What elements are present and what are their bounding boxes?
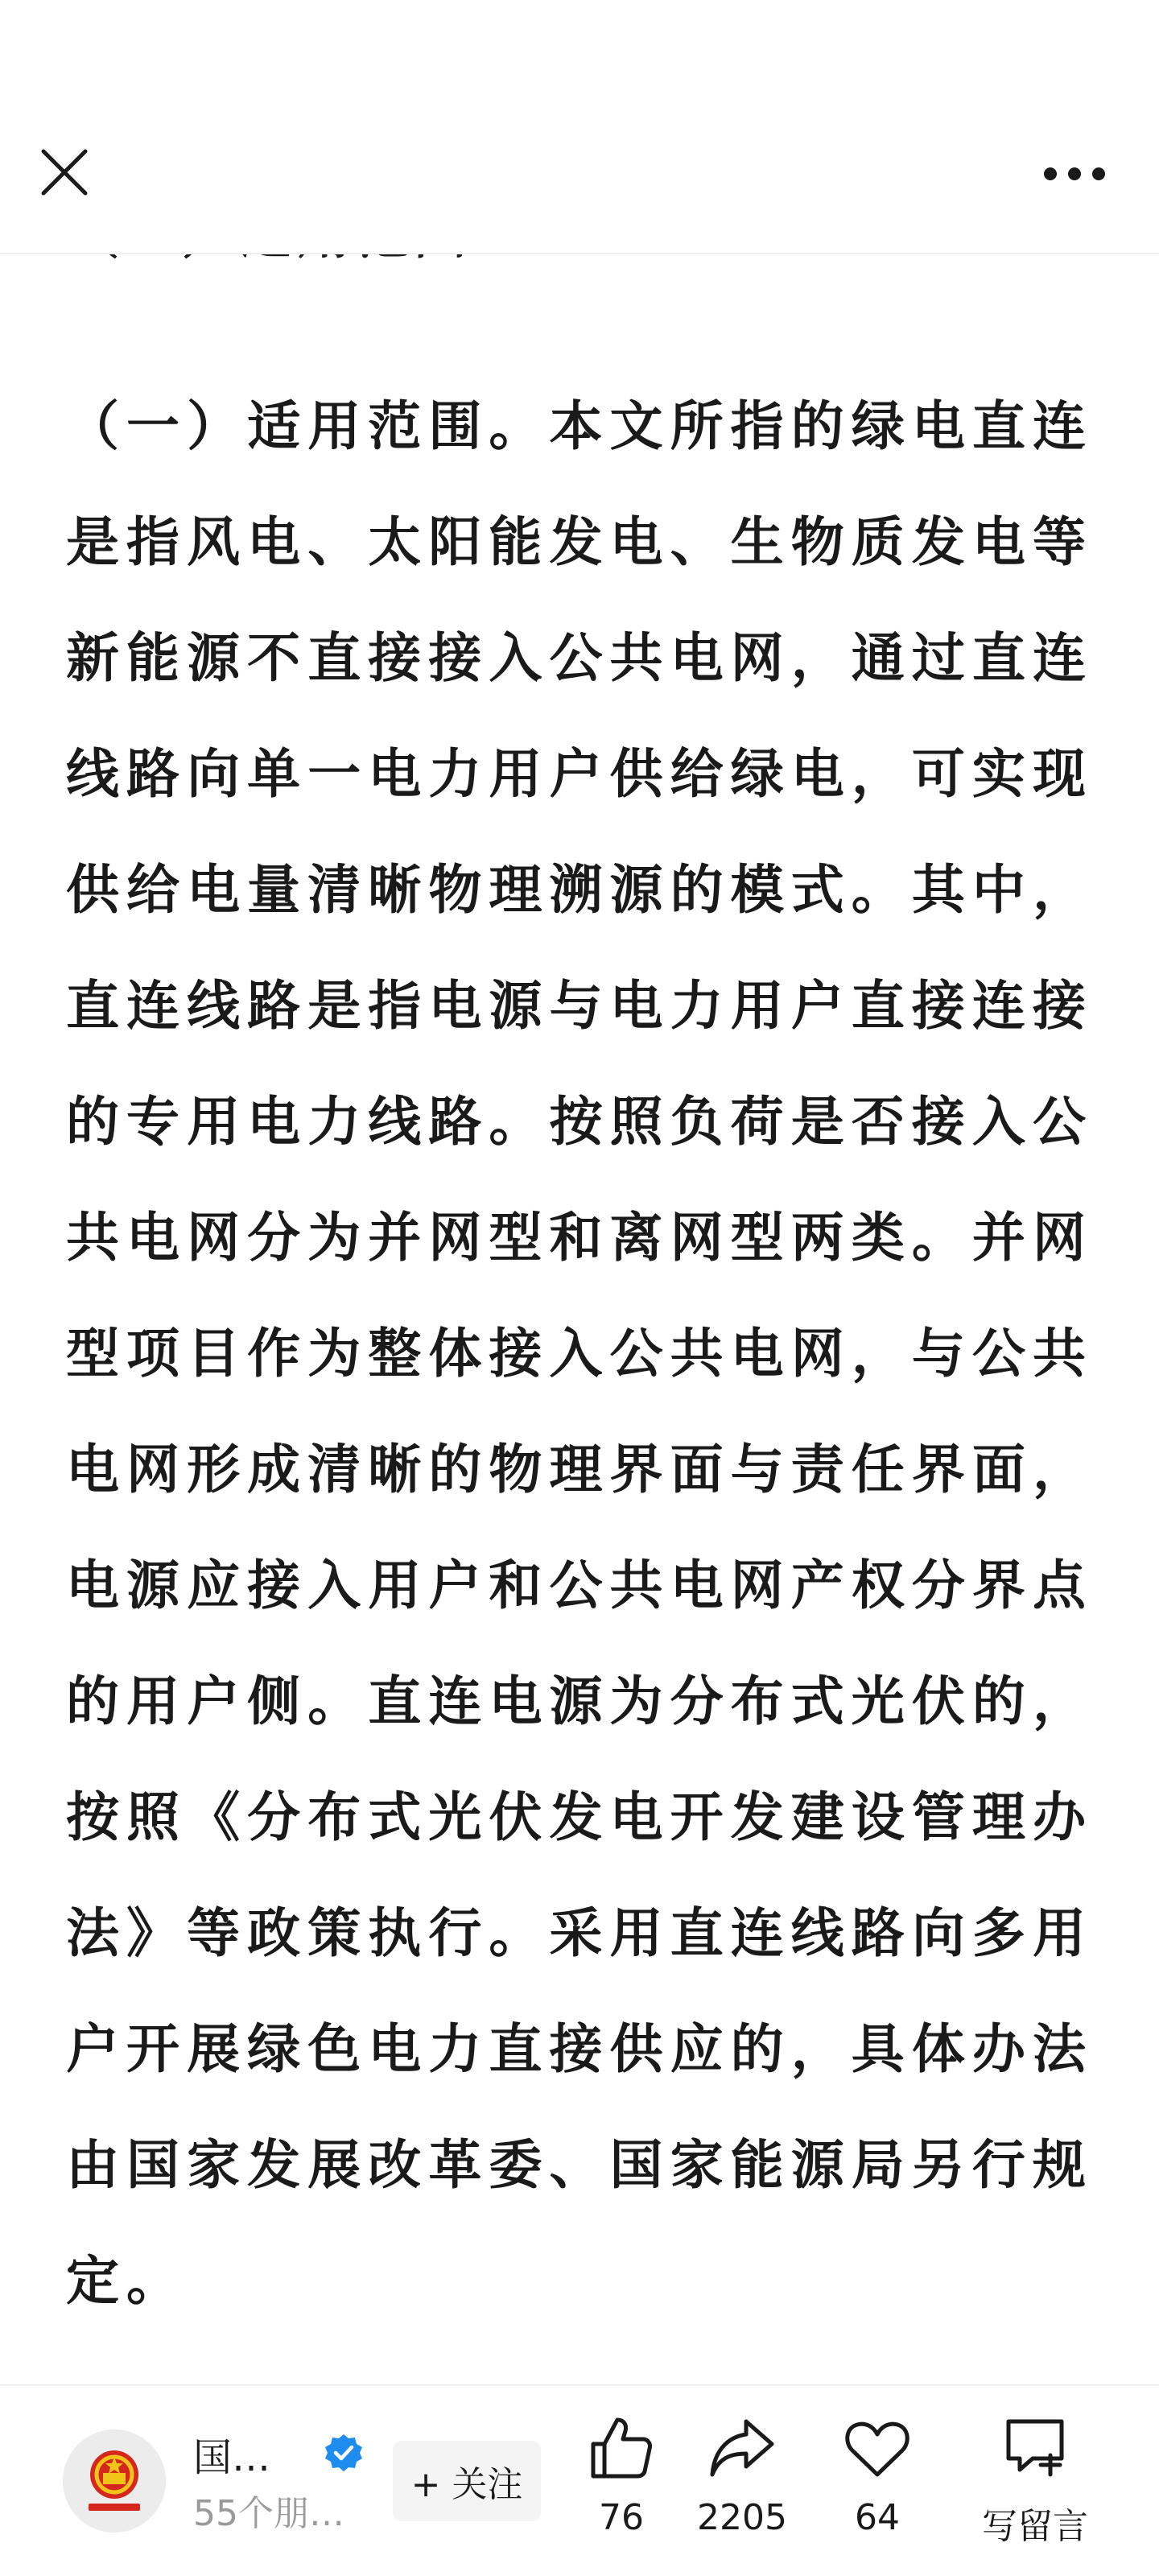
more-button[interactable]: [1030, 150, 1119, 198]
friends-follow-text: 55个朋…: [193, 2493, 344, 2534]
national-emblem-icon: [63, 2429, 166, 2533]
share-count: 2205: [697, 2497, 787, 2538]
thumbs-up-icon: [587, 2413, 656, 2483]
comment-add-icon: [1000, 2413, 1070, 2483]
verified-badge-icon: [324, 2433, 364, 2473]
account-name[interactable]: 国…: [193, 2435, 271, 2480]
bottom-bar: [0, 2384, 1159, 2576]
favorite-button[interactable]: [805, 2413, 950, 2558]
favorite-count: 64: [855, 2497, 900, 2538]
more-horizontal-icon: [1042, 166, 1107, 182]
top-bar: [0, 0, 1159, 254]
write-comment-label: 写留言: [982, 2506, 1088, 2547]
follow-button[interactable]: + 关注: [393, 2441, 541, 2521]
share-button[interactable]: [670, 2413, 815, 2558]
heart-icon: [843, 2413, 912, 2483]
like-count: 76: [599, 2497, 644, 2538]
close-icon: [40, 148, 89, 196]
article-paragraph: （一）适用范围。本文所指的绿电直连是指风电、太阳能发电、生物质发电等新能源不直接接入公共电网，通过直连线路向单一电力用户供给绿电，可实现供给电量清晰物理溯源的模式。其中，直连线路是指电源与电力用户直接连接的专用电力线路。按照负荷是否接入公共电网分为并网型和离网型两类。并网型项目作为整体接入公共电网，与公共电网形成清晰的物理界面与责任界面，电源应接入用户和公共电网产权分界点的用户侧。直连电源为分布式光伏的，按照《分布式光伏发电开发建设管理办法》等政策执行。采用直连线路向多用户开展绿色电力直接供应的，具体办法由国家发展改革委、国家能源局另行规定。: [66, 395, 1093, 2312]
account-avatar[interactable]: [63, 2429, 166, 2533]
close-button[interactable]: [32, 140, 97, 204]
write-comment-button[interactable]: [963, 2413, 1107, 2558]
share-arrow-icon: [707, 2413, 777, 2483]
